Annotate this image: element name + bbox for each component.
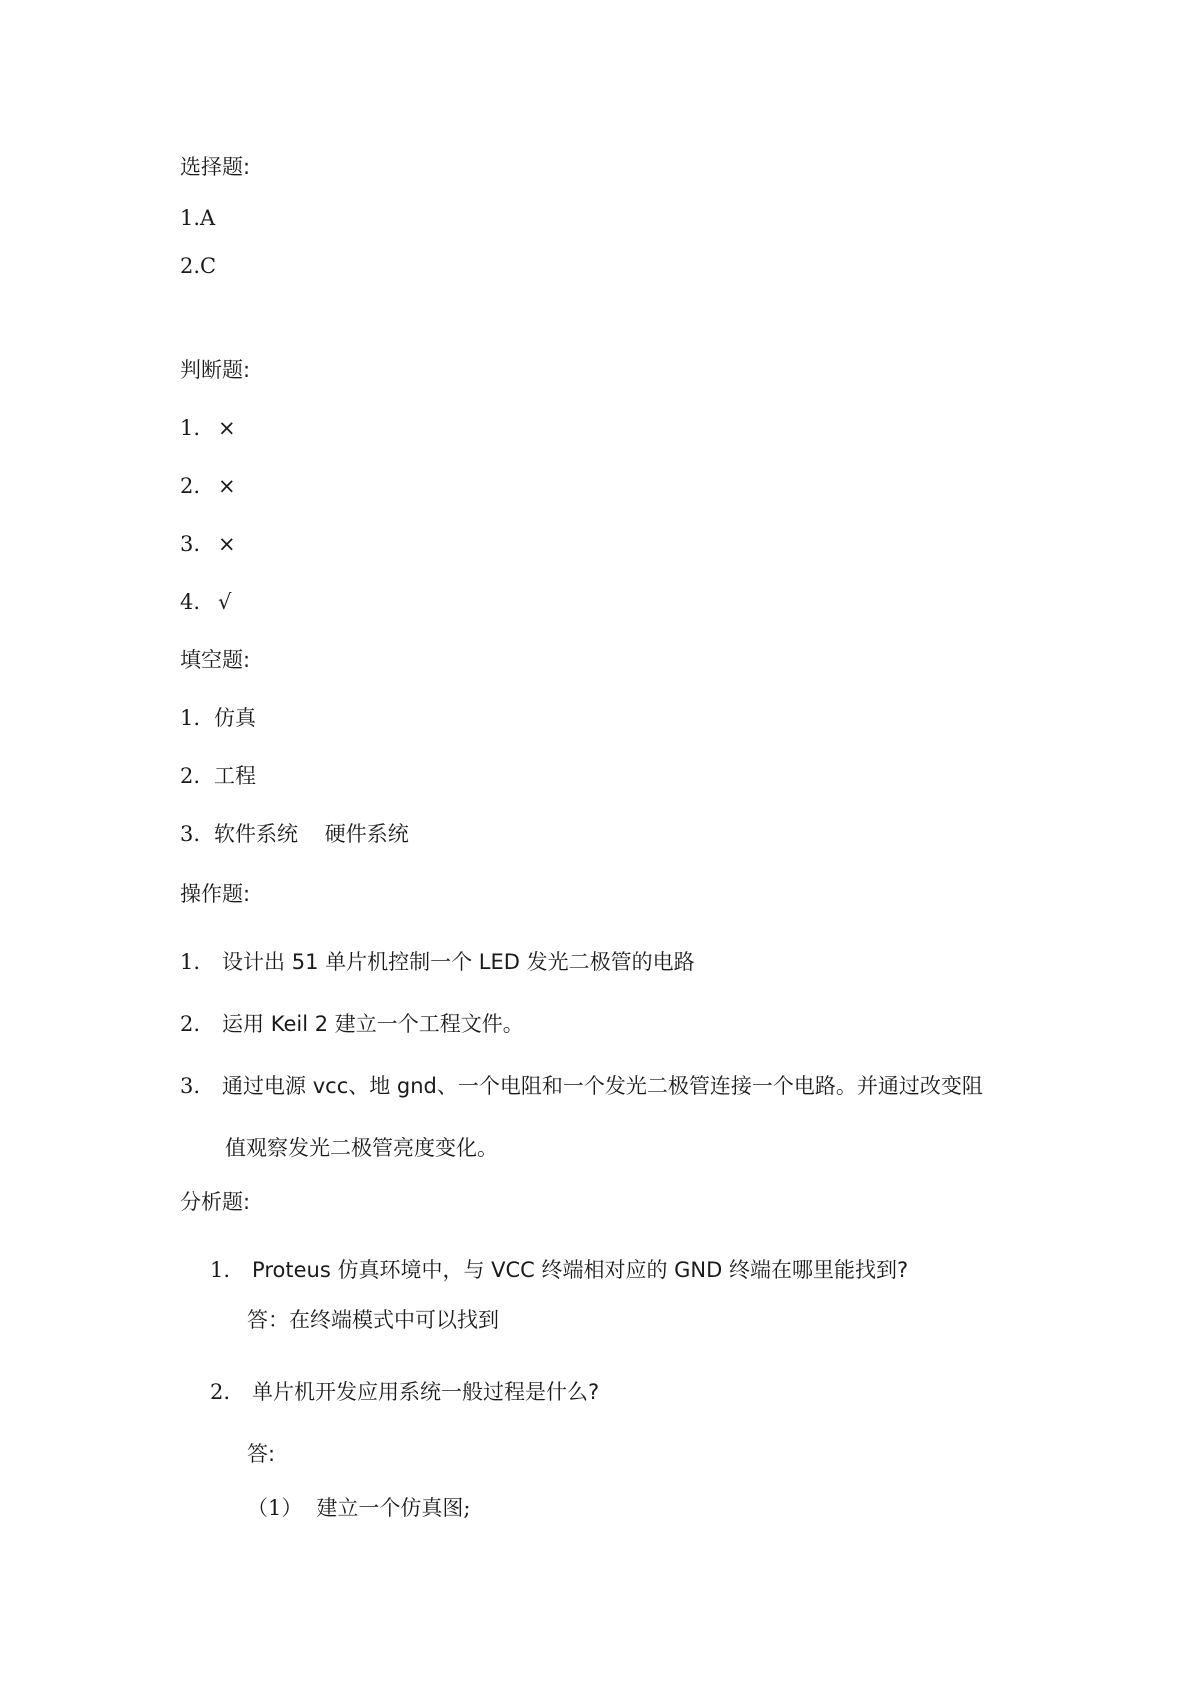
analysis-heading: 分析题: (180, 1190, 251, 1214)
analysis-question: Proteus 仿真环境中，与 VCC 终端相对应的 GND 终端在哪里能找到? (252, 1258, 909, 1282)
judge-item-number: 3. (180, 532, 201, 556)
analysis-item-1 (210, 1256, 908, 1284)
operation-item-text: 设计出 51 单片机控制一个 LED 发光二极管的电路 (222, 950, 695, 974)
fill-item-text: 工程 (214, 764, 257, 788)
judge-item-1 (180, 414, 236, 442)
analysis-item-2 (210, 1378, 599, 1406)
choice-item-2: 2.C (180, 254, 217, 278)
fill-item-number: 1. (180, 706, 201, 730)
fill-item-number: 2. (180, 764, 201, 788)
judge-item-4 (180, 588, 231, 616)
cross-mark-icon: × (218, 532, 236, 556)
operation-item-3 (180, 1072, 983, 1100)
operation-item-1 (180, 948, 695, 976)
judge-item-number: 4. (180, 590, 201, 614)
operation-item-number: 3. (180, 1074, 201, 1098)
cross-mark-icon: × (218, 416, 236, 440)
fill-item-text: 软件系统 硬件系统 (214, 822, 409, 846)
judge-item-3 (180, 530, 236, 558)
step-number: （1） (247, 1496, 303, 1520)
operation-item-text: 运用 Keil 2 建立一个工程文件。 (222, 1012, 524, 1036)
operation-item-3-continuation: 值观察发光二极管亮度变化。 (225, 1136, 498, 1160)
analysis-item-number: 1. (210, 1258, 231, 1282)
fill-item-3 (180, 820, 409, 848)
fill-item-number: 3. (180, 822, 201, 846)
operation-item-text: 通过电源 vcc、地 gnd、一个电阻和一个发光二极管连接一个电路。并通过改变阻 (222, 1074, 983, 1098)
check-mark-icon: √ (218, 590, 232, 614)
judge-item-2 (180, 472, 236, 500)
fill-item-2 (180, 762, 256, 790)
analysis-step-1 (247, 1494, 470, 1522)
fill-heading: 填空题: (180, 648, 251, 672)
step-text: 建立一个仿真图; (316, 1496, 471, 1520)
judge-heading: 判断题: (180, 358, 251, 382)
fill-item-text: 仿真 (214, 706, 257, 730)
analysis-item-number: 2. (210, 1380, 231, 1404)
operation-item-number: 1. (180, 950, 201, 974)
cross-mark-icon: × (218, 474, 236, 498)
judge-item-number: 1. (180, 416, 201, 440)
operation-item-2 (180, 1010, 524, 1038)
analysis-answer-2: 答: (247, 1442, 276, 1466)
analysis-question: 单片机开发应用系统一般过程是什么? (252, 1380, 600, 1404)
operation-heading: 操作题: (180, 882, 251, 906)
choice-item-1: 1.A (180, 206, 216, 230)
choice-heading: 选择题: (180, 155, 251, 179)
fill-item-1 (180, 704, 256, 732)
operation-item-number: 2. (180, 1012, 201, 1036)
analysis-answer-1: 答：在终端模式中可以找到 (247, 1308, 499, 1332)
judge-item-number: 2. (180, 474, 201, 498)
